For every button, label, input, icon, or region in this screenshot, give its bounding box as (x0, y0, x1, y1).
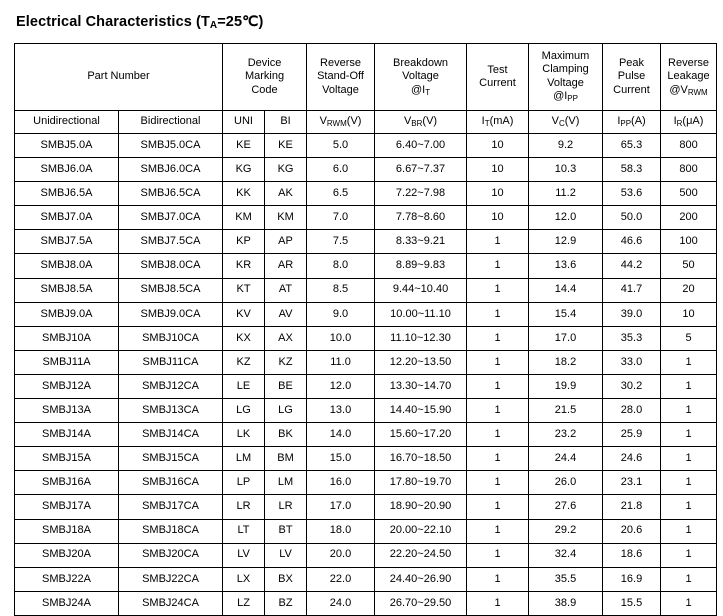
cell-ipp: 18.6 (603, 543, 661, 567)
cell-ir: 20 (661, 278, 717, 302)
cell-ipp: 39.0 (603, 302, 661, 326)
subheader-vrwm-symbol: V (319, 115, 327, 128)
cell-bidirectional: SMBJ13CA (119, 399, 223, 423)
cell-ipp: 65.3 (603, 134, 661, 158)
cell-bi-code: AP (265, 230, 307, 254)
cell-vrwm: 11.0 (307, 350, 375, 374)
subheader-bi-code: BI (265, 111, 307, 134)
cell-ipp: 21.8 (603, 495, 661, 519)
cell-unidirectional: SMBJ8.5A (15, 278, 119, 302)
cell-vrwm: 9.0 (307, 302, 375, 326)
cell-uni-code: LE (223, 374, 265, 398)
cell-it: 1 (467, 374, 529, 398)
subheader-ipp-subscript: PP (620, 119, 632, 129)
cell-vc: 29.2 (529, 519, 603, 543)
cell-vbr: 15.60~17.20 (375, 423, 467, 447)
header-test-current-line2: Current (479, 77, 516, 89)
header-reverse-leakage-vrwm-subscript: RWM (687, 87, 708, 97)
subheader-it (467, 111, 529, 134)
cell-vbr: 24.40~26.90 (375, 567, 467, 591)
header-peak-pulse-line1: Peak (618, 56, 645, 69)
cell-unidirectional: SMBJ22A (15, 567, 119, 591)
cell-ir: 1 (661, 423, 717, 447)
header-reverse-standoff-line3: Voltage (322, 83, 359, 96)
cell-vrwm: 17.0 (307, 495, 375, 519)
subheader-vbr-subscript: BR (411, 119, 423, 129)
cell-bidirectional: SMBJ14CA (119, 423, 223, 447)
subheader-ir-subscript: R (676, 119, 683, 129)
cell-vc: 10.3 (529, 158, 603, 182)
cell-vbr: 26.70~29.50 (375, 591, 467, 615)
cell-vrwm: 20.0 (307, 543, 375, 567)
cell-vrwm: 14.0 (307, 423, 375, 447)
cell-ipp: 15.5 (603, 591, 661, 615)
cell-bidirectional: SMBJ7.0CA (119, 206, 223, 230)
cell-vrwm: 10.0 (307, 326, 375, 350)
cell-bidirectional: SMBJ8.5CA (119, 278, 223, 302)
header-device-marking-code (223, 44, 307, 111)
cell-ir: 100 (661, 230, 717, 254)
cell-ir: 5 (661, 326, 717, 350)
cell-unidirectional: SMBJ16A (15, 471, 119, 495)
cell-uni-code: LK (223, 423, 265, 447)
table-row (15, 423, 717, 447)
page-title-suffix: =25℃) (217, 14, 264, 30)
cell-bi-code: LR (265, 495, 307, 519)
cell-it: 1 (467, 447, 529, 471)
table-row (15, 543, 717, 567)
table-row (15, 302, 717, 326)
cell-uni-code: KP (223, 230, 265, 254)
page-title-prefix: Electrical Characteristics (T (16, 14, 210, 30)
cell-ir: 1 (661, 567, 717, 591)
cell-it: 1 (467, 495, 529, 519)
cell-unidirectional: SMBJ8.0A (15, 254, 119, 278)
cell-unidirectional: SMBJ9.0A (15, 302, 119, 326)
cell-bi-code: KM (265, 206, 307, 230)
cell-vrwm: 15.0 (307, 447, 375, 471)
cell-ipp: 53.6 (603, 182, 661, 206)
cell-unidirectional: SMBJ13A (15, 399, 119, 423)
cell-vc: 12.9 (529, 230, 603, 254)
cell-bi-code: AV (265, 302, 307, 326)
cell-bidirectional: SMBJ20CA (119, 543, 223, 567)
cell-vc: 17.0 (529, 326, 603, 350)
cell-unidirectional: SMBJ12A (15, 374, 119, 398)
cell-ir: 200 (661, 206, 717, 230)
cell-vc: 35.5 (529, 567, 603, 591)
page-title-subscript: A (209, 20, 218, 31)
subheader-vc-unit: (V) (564, 115, 580, 128)
cell-ipp: 46.6 (603, 230, 661, 254)
subheader-ir (661, 111, 717, 134)
header-device-marking-line2: Marking (244, 70, 285, 83)
table-row (15, 591, 717, 615)
cell-ipp: 28.0 (603, 399, 661, 423)
cell-ipp: 23.1 (603, 471, 661, 495)
cell-vrwm: 22.0 (307, 567, 375, 591)
table-row (15, 447, 717, 471)
cell-ir: 1 (661, 350, 717, 374)
subheader-unidirectional: Unidirectional (15, 111, 119, 134)
cell-ir: 50 (661, 254, 717, 278)
table-body (15, 134, 717, 616)
cell-vrwm: 13.0 (307, 399, 375, 423)
table-row (15, 495, 717, 519)
cell-vc: 23.2 (529, 423, 603, 447)
cell-ir: 1 (661, 447, 717, 471)
cell-bi-code: BK (265, 423, 307, 447)
subheader-bidirectional: Bidirectional (119, 111, 223, 134)
cell-uni-code: KE (223, 134, 265, 158)
cell-it: 1 (467, 591, 529, 615)
cell-unidirectional: SMBJ5.0A (15, 134, 119, 158)
cell-vc: 21.5 (529, 399, 603, 423)
cell-bidirectional: SMBJ10CA (119, 326, 223, 350)
header-test-current-line1: Test (487, 63, 508, 76)
cell-vrwm: 16.0 (307, 471, 375, 495)
cell-vbr: 11.10~12.30 (375, 326, 467, 350)
cell-vc: 27.6 (529, 495, 603, 519)
cell-vbr: 20.00~22.10 (375, 519, 467, 543)
header-reverse-leakage-line1: Reverse (668, 56, 709, 69)
cell-vbr: 7.22~7.98 (375, 182, 467, 206)
cell-ir: 1 (661, 591, 717, 615)
header-max-clamping-line4 (529, 90, 602, 104)
cell-vrwm: 24.0 (307, 591, 375, 615)
cell-uni-code: KK (223, 182, 265, 206)
header-test-current (467, 44, 529, 111)
cell-uni-code: LM (223, 447, 265, 471)
cell-bi-code: AT (265, 278, 307, 302)
cell-it: 1 (467, 278, 529, 302)
subheader-ipp-symbol: I (617, 115, 621, 128)
cell-ir: 1 (661, 495, 717, 519)
cell-bi-code: BM (265, 447, 307, 471)
cell-vc: 38.9 (529, 591, 603, 615)
header-max-clamping-line3: Voltage (547, 76, 584, 89)
cell-uni-code: KM (223, 206, 265, 230)
table-row (15, 350, 717, 374)
subheader-vrwm (307, 111, 375, 134)
cell-vbr: 18.90~20.90 (375, 495, 467, 519)
cell-it: 1 (467, 471, 529, 495)
cell-it: 1 (467, 230, 529, 254)
cell-unidirectional: SMBJ10A (15, 326, 119, 350)
cell-vbr: 8.89~9.83 (375, 254, 467, 278)
cell-vrwm: 5.0 (307, 134, 375, 158)
cell-bi-code: LG (265, 399, 307, 423)
cell-vbr: 12.20~13.50 (375, 350, 467, 374)
header-breakdown-line3 (375, 84, 466, 98)
cell-ir: 800 (661, 134, 717, 158)
subheader-uni-code: UNI (223, 111, 265, 134)
cell-ir: 1 (661, 471, 717, 495)
cell-it: 1 (467, 350, 529, 374)
cell-it: 1 (467, 423, 529, 447)
table-row (15, 134, 717, 158)
cell-vbr: 16.70~18.50 (375, 447, 467, 471)
cell-vrwm: 7.5 (307, 230, 375, 254)
table-row (15, 158, 717, 182)
header-device-marking-line1: Device (247, 56, 282, 69)
cell-uni-code: LG (223, 399, 265, 423)
cell-vc: 9.2 (529, 134, 603, 158)
cell-bi-code: BT (265, 519, 307, 543)
cell-vc: 26.0 (529, 471, 603, 495)
table-row (15, 471, 717, 495)
cell-it: 10 (467, 158, 529, 182)
cell-unidirectional: SMBJ6.5A (15, 182, 119, 206)
cell-ipp: 41.7 (603, 278, 661, 302)
header-max-clamping-at-ipp: @I (553, 90, 568, 103)
cell-uni-code: LP (223, 471, 265, 495)
cell-bi-code: BZ (265, 591, 307, 615)
cell-it: 1 (467, 519, 529, 543)
cell-ipp: 25.9 (603, 423, 661, 447)
cell-it: 1 (467, 543, 529, 567)
cell-uni-code: LZ (223, 591, 265, 615)
cell-vbr: 9.44~10.40 (375, 278, 467, 302)
header-reverse-leakage-line3 (661, 84, 716, 98)
cell-ipp: 35.3 (603, 326, 661, 350)
header-peak-pulse-line2: Pulse (617, 70, 646, 83)
cell-uni-code: LT (223, 519, 265, 543)
cell-bidirectional: SMBJ22CA (119, 567, 223, 591)
subheader-vc-symbol: V (551, 115, 559, 128)
cell-uni-code: LV (223, 543, 265, 567)
header-maximum-clamping-voltage (529, 44, 603, 111)
header-reverse-leakage (661, 44, 717, 111)
cell-bidirectional: SMBJ6.5CA (119, 182, 223, 206)
cell-unidirectional: SMBJ20A (15, 543, 119, 567)
header-peak-pulse-line3: Current (613, 83, 650, 96)
table-row (15, 254, 717, 278)
cell-vbr: 17.80~19.70 (375, 471, 467, 495)
cell-bidirectional: SMBJ17CA (119, 495, 223, 519)
cell-bidirectional: SMBJ15CA (119, 447, 223, 471)
electrical-characteristics-table (14, 43, 717, 616)
cell-vc: 15.4 (529, 302, 603, 326)
cell-ipp: 30.2 (603, 374, 661, 398)
cell-vbr: 22.20~24.50 (375, 543, 467, 567)
cell-uni-code: LX (223, 567, 265, 591)
cell-vrwm: 6.5 (307, 182, 375, 206)
table-row (15, 278, 717, 302)
cell-bi-code: LM (265, 471, 307, 495)
cell-bidirectional: SMBJ24CA (119, 591, 223, 615)
cell-uni-code: KR (223, 254, 265, 278)
subheader-it-subscript: T (484, 119, 490, 129)
table-row (15, 230, 717, 254)
cell-bi-code: AR (265, 254, 307, 278)
cell-vrwm: 12.0 (307, 374, 375, 398)
header-reverse-standoff-voltage (307, 44, 375, 111)
cell-ipp: 44.2 (603, 254, 661, 278)
cell-bidirectional: SMBJ5.0CA (119, 134, 223, 158)
cell-uni-code: KG (223, 158, 265, 182)
cell-bi-code: AK (265, 182, 307, 206)
subheader-it-symbol: I (481, 115, 485, 128)
cell-bidirectional: SMBJ6.0CA (119, 158, 223, 182)
cell-ir: 1 (661, 519, 717, 543)
table-row (15, 567, 717, 591)
cell-ipp: 33.0 (603, 350, 661, 374)
header-max-clamping-line1: Maximum (541, 50, 590, 63)
cell-unidirectional: SMBJ15A (15, 447, 119, 471)
cell-vbr: 10.00~11.10 (375, 302, 467, 326)
cell-ipp: 20.6 (603, 519, 661, 543)
cell-vc: 18.2 (529, 350, 603, 374)
cell-unidirectional: SMBJ7.0A (15, 206, 119, 230)
table-header (15, 44, 717, 134)
cell-vc: 24.4 (529, 447, 603, 471)
subheader-ir-symbol: I (673, 115, 677, 128)
cell-uni-code: KX (223, 326, 265, 350)
cell-ir: 1 (661, 543, 717, 567)
cell-bi-code: KE (265, 134, 307, 158)
cell-bidirectional: SMBJ7.5CA (119, 230, 223, 254)
cell-uni-code: KZ (223, 350, 265, 374)
header-reverse-standoff-line2: Stand-Off (317, 70, 364, 83)
subheader-vrwm-subscript: RWM (326, 119, 347, 129)
cell-it: 1 (467, 326, 529, 350)
cell-ir: 10 (661, 302, 717, 326)
cell-vc: 12.0 (529, 206, 603, 230)
cell-vbr: 7.78~8.60 (375, 206, 467, 230)
header-max-clamping-line2: Clamping (542, 63, 589, 76)
cell-uni-code: KT (223, 278, 265, 302)
subheader-vbr-symbol: V (403, 115, 412, 128)
table-row (15, 326, 717, 350)
header-breakdown-at-it: @I (410, 83, 426, 96)
cell-vbr: 6.40~7.00 (375, 134, 467, 158)
cell-bidirectional: SMBJ11CA (119, 350, 223, 374)
cell-vc: 11.2 (529, 182, 603, 206)
subheader-ipp-unit: (A) (631, 115, 646, 128)
cell-unidirectional: SMBJ17A (15, 495, 119, 519)
table-subheader (15, 111, 717, 134)
cell-uni-code: KV (223, 302, 265, 326)
subheader-it-unit: (mA) (489, 115, 514, 128)
cell-bidirectional: SMBJ9.0CA (119, 302, 223, 326)
table-row (15, 206, 717, 230)
page-title (16, 14, 713, 31)
cell-bi-code: BX (265, 567, 307, 591)
cell-bi-code: KG (265, 158, 307, 182)
cell-vc: 32.4 (529, 543, 603, 567)
subheader-vc (529, 111, 603, 134)
subheader-ipp (603, 111, 661, 134)
cell-bidirectional: SMBJ18CA (119, 519, 223, 543)
table-row (15, 519, 717, 543)
header-breakdown-voltage (375, 44, 467, 111)
header-reverse-leakage-line2: Leakage (667, 70, 710, 83)
cell-bidirectional: SMBJ16CA (119, 471, 223, 495)
cell-vc: 19.9 (529, 374, 603, 398)
header-reverse-standoff-line1: Reverse (320, 56, 361, 69)
cell-vrwm: 8.0 (307, 254, 375, 278)
cell-bi-code: AX (265, 326, 307, 350)
header-max-clamping-ipp-subscript: PP (567, 94, 578, 104)
cell-it: 10 (467, 182, 529, 206)
cell-vrwm: 18.0 (307, 519, 375, 543)
cell-bi-code: LV (265, 543, 307, 567)
cell-bidirectional: SMBJ8.0CA (119, 254, 223, 278)
table-row (15, 399, 717, 423)
cell-vrwm: 6.0 (307, 158, 375, 182)
subheader-vbr-unit: (V) (422, 115, 438, 128)
cell-unidirectional: SMBJ6.0A (15, 158, 119, 182)
table-row (15, 182, 717, 206)
cell-unidirectional: SMBJ18A (15, 519, 119, 543)
cell-vrwm: 7.0 (307, 206, 375, 230)
cell-uni-code: LR (223, 495, 265, 519)
cell-ipp: 24.6 (603, 447, 661, 471)
subheader-vc-subscript: C (558, 119, 565, 129)
subheader-ir-unit: (μA) (682, 115, 704, 128)
cell-unidirectional: SMBJ11A (15, 350, 119, 374)
cell-ipp: 50.0 (603, 206, 661, 230)
cell-vrwm: 8.5 (307, 278, 375, 302)
cell-ir: 1 (661, 399, 717, 423)
cell-vbr: 6.67~7.37 (375, 158, 467, 182)
cell-ir: 1 (661, 374, 717, 398)
cell-unidirectional: SMBJ24A (15, 591, 119, 615)
header-device-marking-line3: Code (251, 83, 278, 96)
cell-unidirectional: SMBJ7.5A (15, 230, 119, 254)
cell-vbr: 8.33~9.21 (375, 230, 467, 254)
header-peak-pulse-current (603, 44, 661, 111)
cell-bi-code: KZ (265, 350, 307, 374)
cell-ir: 800 (661, 158, 717, 182)
cell-it: 10 (467, 206, 529, 230)
cell-it: 1 (467, 399, 529, 423)
header-part-number: Part Number (15, 44, 223, 111)
subheader-vrwm-unit: (V) (346, 115, 362, 128)
header-breakdown-line1: Breakdown (392, 56, 449, 69)
cell-bi-code: BE (265, 374, 307, 398)
cell-ipp: 58.3 (603, 158, 661, 182)
cell-ir: 500 (661, 182, 717, 206)
cell-vc: 14.4 (529, 278, 603, 302)
header-breakdown-line2: Voltage (402, 70, 439, 83)
cell-ipp: 16.9 (603, 567, 661, 591)
cell-it: 10 (467, 134, 529, 158)
cell-it: 1 (467, 567, 529, 591)
table-row (15, 374, 717, 398)
cell-vc: 13.6 (529, 254, 603, 278)
subheader-vbr (375, 111, 467, 134)
cell-vbr: 14.40~15.90 (375, 399, 467, 423)
cell-bidirectional: SMBJ12CA (119, 374, 223, 398)
header-reverse-leakage-at-vrwm: @V (669, 83, 688, 96)
cell-it: 1 (467, 302, 529, 326)
cell-unidirectional: SMBJ14A (15, 423, 119, 447)
header-breakdown-it-subscript: T (425, 87, 431, 97)
cell-it: 1 (467, 254, 529, 278)
cell-vbr: 13.30~14.70 (375, 374, 467, 398)
